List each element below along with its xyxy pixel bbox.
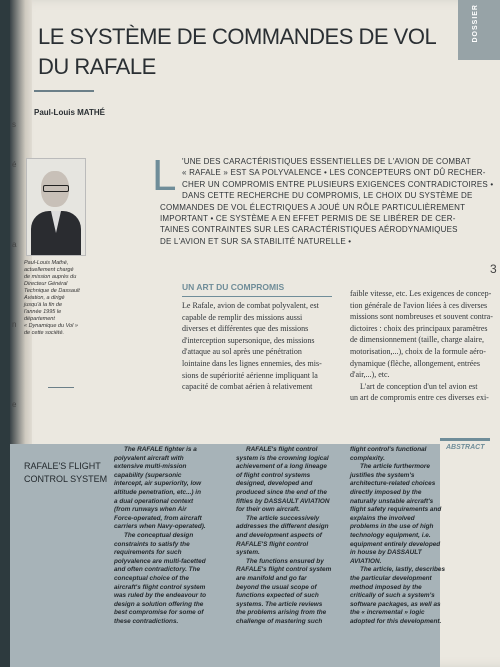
abstract-label: ABSTRACT [446,444,485,451]
abstract-line: the problems arising from the [236,609,327,617]
abstract-line: naturally unstable aircraft's [350,497,434,505]
intro-line: DE L'AVION ET SUR SA STABILITÉ NATURELLE • [160,236,352,246]
intro-line: CHER UN COMPROMIS ENTRE PLUSIEURS EXIGENCES CONTRADICTOIRES • [182,179,494,189]
author-divider [34,90,94,92]
abstract-line: RAFALE's flight control system [236,566,332,574]
abstract-line: and development aspects of [236,531,322,539]
abstract-line: The article furthermore [360,463,430,471]
caption-line: l'année 1995 le [24,309,62,315]
body-line: de dimensionnement (taille, charge alaire, [350,335,485,345]
abstract-line: software packages, as well as [350,600,441,608]
body-line: dynamique (flèche, allongement, entrées [350,358,480,368]
caption-line: Technique de Dassault [24,288,80,294]
body-line: missions sont nombreuses et souvent contra- [350,312,493,322]
body-line: d'interception supersonique, des missions [182,335,315,345]
abstract-line: altitude penetration, etc...) in [114,488,201,496]
intro-line: COMMANDES DE VOL ÉLECTRIQUES A JOUÉ UN RÔLE PARTICULIÈREMENT [160,202,466,212]
title-line: LE SYSTÈME DE COMMANDES DE VOL [38,24,437,49]
intro-line: 'UNE DES CARACTÉRISTIQUES ESSENTIELLES DE L'AVION DE COMBAT [182,157,471,166]
abstract-line: carriers when Navy-operated). [114,523,206,531]
author-photo [26,158,86,256]
body-line: faible vitesse, etc. Les exigences de concep- [350,289,492,298]
photo-glasses [43,185,69,192]
abstract-line: the particular development [350,574,432,582]
author-name: Paul-Louis MATHÉ [34,108,105,117]
body-line: d'attaque au sol après une pénétration [182,347,302,357]
abstract-line: and often contradictory. The [114,566,201,574]
title-line: DU RAFALE [38,54,156,79]
body-line: capable de remplir des missions aussi [182,312,303,322]
abstract-line: The functions ensured by [246,557,324,565]
abstract-title [24,460,108,486]
article-intro [160,156,494,247]
abstract-column-1 [114,446,226,626]
body-line: motorisation,...), choix de la formule aéro- [350,346,486,356]
abstract-line: are manifold and go far [236,574,307,582]
abstract-line: produced since the end of the [236,488,327,496]
abstract-line: functions expected of such [236,592,319,600]
abstract-line: The conceptual design [124,531,194,539]
abstract-line: flight safety requirements and [350,506,442,514]
abstract-line: beyond the usual scope of [236,583,317,591]
body-line: sions de supériorité aérienne impliquant la [182,370,318,380]
abstract-title-line: CONTROL SYSTEM [24,474,108,484]
body-line: capacité de combat aérien à relativement [182,382,313,392]
abstract-line: technology equipment, i.e. [350,531,431,539]
section-tab [458,0,500,60]
intro-line: IMPORTANT • CE SYSTÈME A EN EFFET PERMIS DE SE LIBÉRER DE CER- [160,214,456,224]
photo-caption [24,260,84,337]
abstract-tab [440,438,490,452]
intro-line: TAINES CONTRAINTES SUR LES CARACTÉRISTIQUES AÉRODYNAMIQUES [160,225,458,235]
abstract-column-2 [236,446,344,626]
previous-page-edge: s é a n e [10,0,32,667]
abstract-line: system is the crowning logical [236,454,329,462]
abstract-line: equipment entirely developed [350,540,441,548]
abstract-line: directly imposed by the [350,488,422,496]
abstract-line: polyvalent aircraft with [114,454,184,462]
body-line: dictoires : choix des principaux paramètres [350,323,488,333]
abstract-line: designed, developed and [236,480,313,488]
body-line: L'art de conception d'un tel avion est [360,381,478,391]
abstract-line: in house by DASSAULT [350,549,422,557]
body-line: un art de compromis entre ces diverses exi- [350,393,489,403]
abstract-line: a dual operational context [114,497,194,505]
abstract-line: system. [236,549,260,557]
drop-cap: L [152,151,177,200]
abstract-line: capability (supersonic [114,471,182,479]
section-heading: UN ART DU COMPROMIS [182,282,285,292]
intro-line: « RAFALE » EST SA POLYVALENCE • LES CONCEPTEURS ONT DÛ RECHER- [182,168,486,178]
caption-line: « Dynamique du Vol » [24,323,78,329]
abstract-line: the « incremental » logic [350,609,425,617]
abstract-line: these contradictions. [114,617,179,625]
section-heading-rule [182,296,332,297]
caption-line: Aviation, a dirigé [24,295,65,301]
section-tab-label: DOSSIER [472,4,479,43]
abstract-line: design a solution offering the [114,600,204,608]
caption-line: jusqu'à la fin de [24,302,63,308]
abstract-line: (from runways when Air [114,506,187,514]
abstract-line: The RAFALE fighter is a [124,446,197,453]
abstract-column-3 [350,446,446,626]
abstract-line: requirements for such [114,549,182,557]
caption-line: Directeur Général [24,281,68,287]
caption-line: actuellement chargé [24,267,74,273]
caption-line: de mission auprès du [24,274,77,280]
abstract-line: AVIATION. [350,557,382,565]
caption-line: Paul-Louis Mathé, [24,260,69,266]
article-title [38,22,438,82]
abstract-line: critically of such a system's [350,592,435,600]
abstract-line: RAFALE's flight control [246,446,318,453]
abstract-line: of flight control systems [236,471,311,479]
body-line: Le Rafale, avion de combat polyvalent, est [182,301,319,310]
abstract-line: for their own aircraft. [236,506,300,514]
abstract-line: extensive multi-mission [114,463,187,471]
abstract-line: method imposed by the [350,583,422,591]
caption-divider [48,387,74,388]
abstract-line: problems in the use of high [350,523,434,531]
intro-line: DANS CETTE RECHERCHE DU COMPROMIS, LE CHOIX DU SYSTÈME DE [182,191,473,201]
caption-line: département [24,316,55,322]
abstract-line: intercept, air superiority, low [114,480,202,488]
abstract-line: flight control's functional [350,446,427,453]
page-number: 3 [490,262,497,276]
abstract-line: aircraft's flight control system [114,583,206,591]
abstract-line: was ruled by the endeavour to [114,592,206,600]
abstract-line: best compromise for some of [114,609,204,617]
abstract-line: addresses the different design [236,523,329,531]
abstract-line: constraints to satisfy the [114,540,190,548]
abstract-line: complexity. [350,454,385,462]
abstract-line: systems. The article reviews [236,600,323,608]
abstract-line: The article successively [246,514,320,522]
abstract-line: Force-operated, from aircraft [114,514,202,522]
abstract-line: The article, lastly, describes [360,566,446,574]
body-line: diverses et différentes que des missions [182,324,309,334]
abstract-line: RAFALE'S flight control [236,540,309,548]
abstract-line: architecture-related choices [350,480,436,488]
abstract-line: adopted for this development. [350,617,442,625]
abstract-line: conceptual choice of the [114,574,189,582]
abstract-line: justifies the system's [350,471,415,479]
caption-line: de cette société. [24,330,65,336]
abstract-line: fifties by DASSAULT AVIATION [236,497,330,505]
abstract-title-line: RAFALE'S FLIGHT [24,461,101,471]
body-column-right [350,288,493,404]
abstract-line: explains the involved [350,514,415,522]
abstract-line: polyvalence are multi-facetted [114,557,206,565]
body-column-left [182,300,332,393]
body-line: d'air,...), etc. [350,370,390,380]
body-line: tion générale de l'avion liées à ces diverses [350,300,488,310]
abstract-line: challenge of mastering such [236,617,323,625]
abstract-tab-bar [440,438,490,441]
body-line: lointaine dans les lignes ennemies, des mis- [182,358,322,368]
abstract-line: achievement of a long lineage [236,463,327,471]
